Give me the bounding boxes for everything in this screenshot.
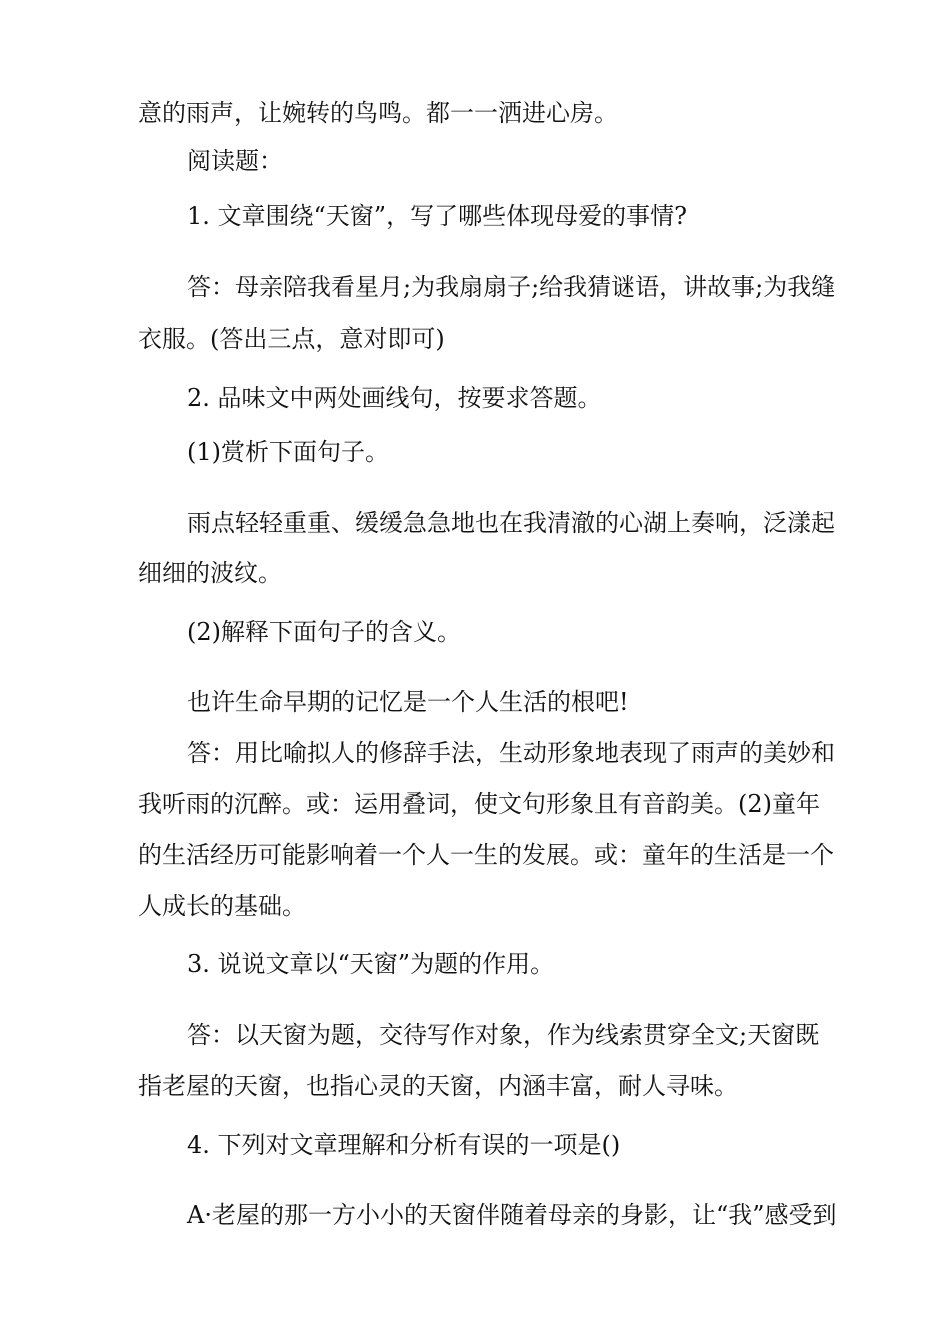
quoted-sentence-2: 也许生命早期的记忆是一个人生活的根吧! bbox=[187, 688, 629, 716]
paragraph-line-1: 意的雨声，让婉转的鸟鸣。都一一洒进心房。 bbox=[138, 99, 618, 127]
answer-3-line-2: 指老屋的天窗，也指心灵的天窗，内涵丰富，耐人寻味。 bbox=[138, 1072, 738, 1100]
answer-2-line-4: 人成长的基础。 bbox=[138, 892, 306, 920]
section-heading-reading: 阅读题： bbox=[187, 147, 283, 175]
question-4: 4. 下列对文章理解和分析有误的一项是() bbox=[187, 1131, 621, 1159]
answer-2-line-3: 的生活经历可能影响着一个人一生的发展。或：童年的生活是一个 bbox=[138, 841, 834, 869]
quoted-sentence-1-line-1: 雨点轻轻重重、缓缓急急地也在我清澈的心湖上奏响，泛漾起 bbox=[187, 509, 835, 537]
answer-1-line-2: 衣服。(答出三点，意对即可) bbox=[138, 325, 445, 353]
quoted-sentence-1-line-2: 细细的波纹。 bbox=[138, 559, 282, 587]
question-2: 2. 品味文中两处画线句，按要求答题。 bbox=[187, 384, 602, 412]
answer-3-line-1: 答：以天窗为题，交待写作对象，作为线索贯穿全文;天窗既 bbox=[187, 1021, 820, 1049]
question-2-part-2: (2)解释下面句子的含义。 bbox=[187, 618, 461, 646]
answer-1-line-1: 答：母亲陪我看星月;为我扇扇子;给我猜谜语，讲故事;为我缝 bbox=[187, 273, 836, 301]
option-a: A·老屋的那一方小小的天窗伴随着母亲的身影，让“我”感受到 bbox=[187, 1201, 837, 1229]
question-1: 1. 文章围绕“天窗”，写了哪些体现母爱的事情? bbox=[187, 202, 687, 230]
answer-2-line-1: 答：用比喻拟人的修辞手法，生动形象地表现了雨声的美妙和 bbox=[187, 739, 835, 767]
question-3: 3. 说说文章以“天窗”为题的作用。 bbox=[187, 950, 555, 978]
question-2-part-1: (1)赏析下面句子。 bbox=[187, 438, 389, 466]
answer-2-line-2: 我听雨的沉醉。或：运用叠词，使文句形象且有音韵美。(2)童年 bbox=[138, 790, 820, 818]
